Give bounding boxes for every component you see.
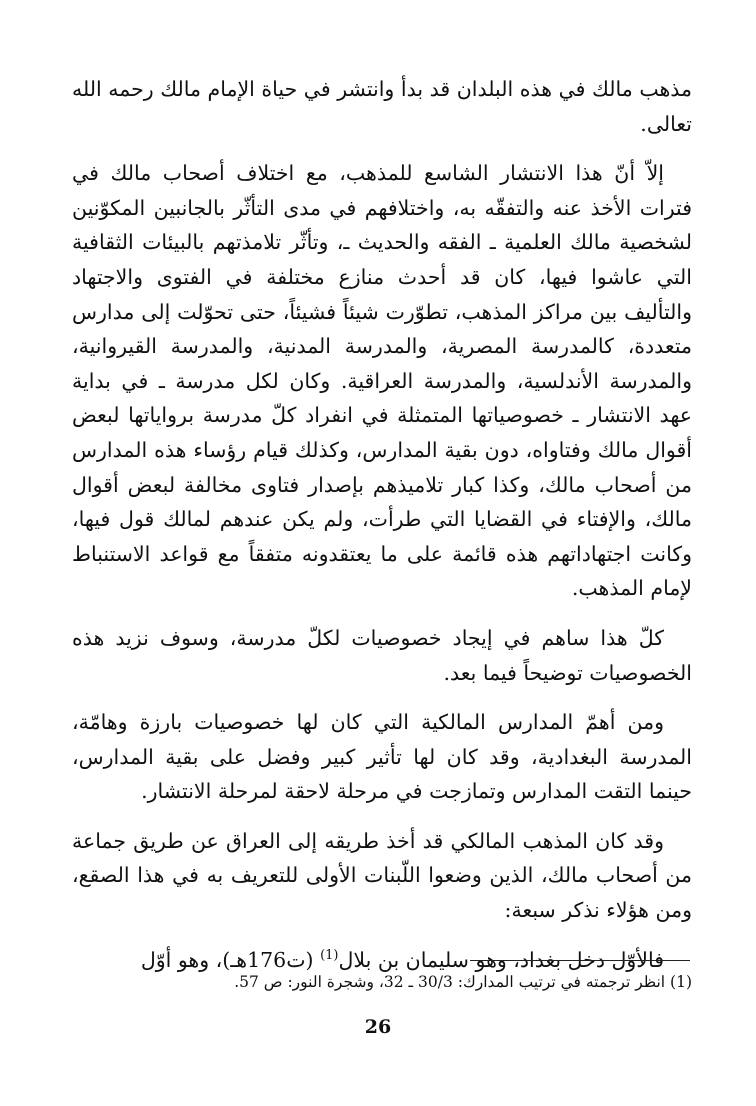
paragraph-6-continuation: (ت176هـ)، وهو أوّل	[140, 947, 321, 972]
body-text	[72, 72, 692, 992]
footnote-divider	[470, 960, 690, 961]
footnote: (1) انظر ترجمته في ترتيب المدارك: 30/3 ـ 32، وشجرة النور: ص 57.	[234, 973, 692, 991]
paragraph-4: ومن أهمّ المدارس المالكية التي كان لها خصوصيات بارزة وهامّة، المدرسة البغدادية، وقد كان لها تأثير كبير وفضل على بقية المدارس، حينما التقت المدارس وتمازجت في مرحلة لاحقة لمرحلة الانتشار.	[72, 710, 692, 804]
paragraph-6-text: فالأوّل دخل بغداد، وهو سليمان بن بلال	[338, 947, 664, 972]
paragraph-1: مذهب مالك في هذه البلدان قد بدأ وانتشر في حياة الإمام مالك رحمه الله تعالى.	[72, 77, 692, 136]
page-number: 26	[364, 1016, 392, 1038]
footnote-reference: (1)	[320, 947, 339, 963]
paragraph-3: كلّ هذا ساهم في إيجاد خصوصيات لكلّ مدرسة، وسوف نزيد هذه الخصوصيات توضيحاً فيما بعد.	[72, 625, 692, 685]
paragraph-5: وقد كان المذهب المالكي قد أخذ طريقه إلى العراق عن طريق جماعة من أصحاب مالك، الذين وضعوا اللّبنات الأولى للتعريف به في هذا الصقع، ومن هؤلاء نذكر سبعة:	[72, 828, 692, 923]
paragraph-2: إلاّ أنّ هذا الانتشار الشاسع للمذهب، مع اختلاف أصحاب مالك في فترات الأخذ عنه والتفقّه به، واختلافهم في مدى التأثّر بالجانبين المكوّنين لشخصية مالك العلمية ـ الفقه والحديث ـ، وتأثّر تلامذتهم بالبيئات الثقافية التي عاشوا فيها، كان قد أحدث منازع مختلفة في الفتوى والاجتهاد والتأليف بين مراكز المذهب، تطوّرت شيئاً فشيئاً، حتى تحوّلت إلى مدارس متعددة، كالمدرسة المصرية، والمدرسة المدنية، والمدرسة القيروانية، والمدرسة الأندلسية، والمدرسة العراقية. وكان لكل مدرسة ـ في بداية عهد الانتشار ـ خصوصياتها المتمثلة في انفراد كلّ مدرسة برواياتها لبعض أقوال مالك وفتاواه، دون بقية المدارس، وكذلك قيام رؤساء هذه المدارس من أصحاب مالك، وكذا كبار تلاميذهم بإصدار فتاوى مخالفة لبعض أقوال مالك، والإفتاء في القضايا التي طرأت، ولم يكن عندهم لمالك قول فيها، وكانت اجتهاداتهم هذه قائمة على ما يعتقدونه متفقاً مع قواعد الاستنباط لإمام المذهب.	[72, 161, 692, 601]
